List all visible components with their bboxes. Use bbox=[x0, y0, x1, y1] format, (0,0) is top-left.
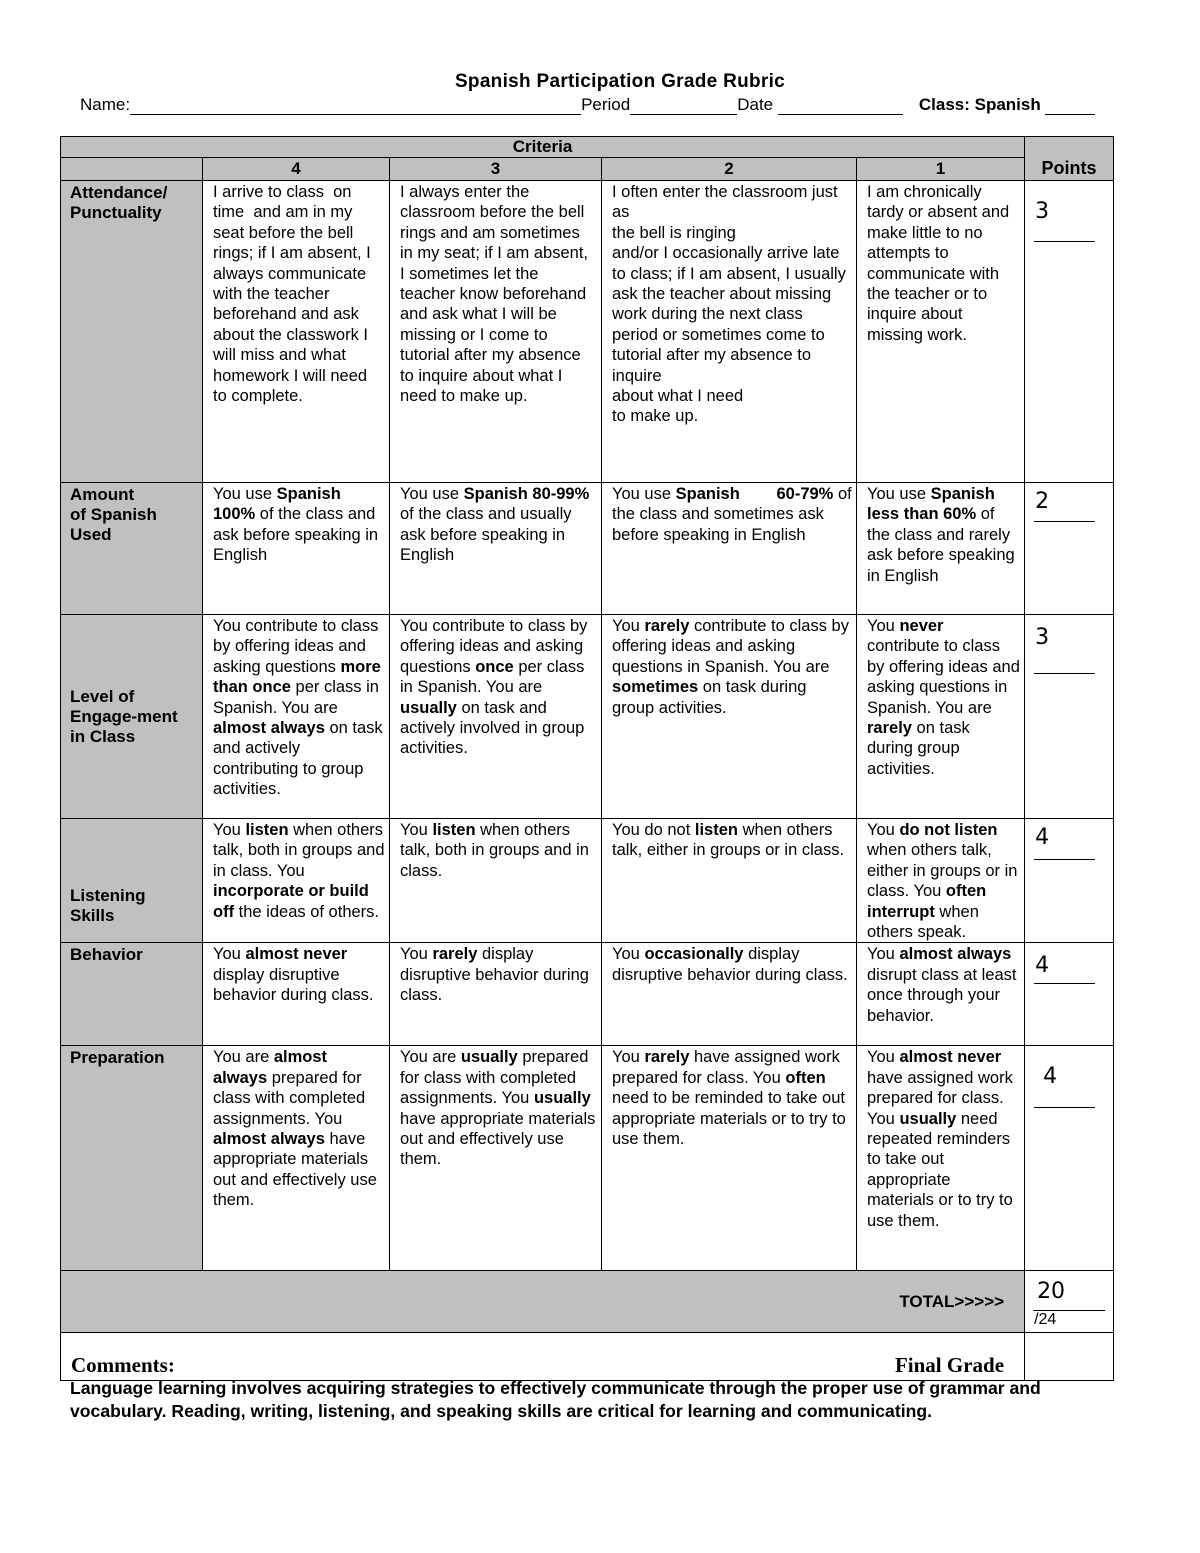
points-value: 4 bbox=[1035, 953, 1050, 979]
name-label: Name: bbox=[80, 95, 131, 114]
rubric-row-listening bbox=[61, 819, 1114, 943]
criteria-cell: You never contribute to class by offering ideas and asking questions in Spanish. You are rarely on task during group activities. bbox=[857, 615, 1025, 819]
criteria-cell: I arrive to class on time and am in my seat before the bell rings; if I am absent, I always communicate with the teacher beforehand and ask about the classwork I will miss and what homework I will need to complete. bbox=[203, 181, 390, 483]
row-label: Amount of Spanish Used bbox=[61, 483, 203, 615]
total-label: TOTAL>>>>> bbox=[61, 1271, 1025, 1333]
total-row bbox=[61, 1271, 1114, 1333]
score-column-header: 4 bbox=[203, 158, 390, 181]
criteria-cell: You do not listen when others talk, either in groups or in class. You often interrupt when others speak. bbox=[857, 819, 1025, 943]
row-label: Preparation bbox=[61, 1046, 203, 1271]
student-info-line bbox=[80, 95, 1120, 119]
points-header: Points bbox=[1025, 137, 1114, 181]
row-label: Level of Engage-ment in Class bbox=[61, 615, 203, 819]
total-out-of: /24 bbox=[1034, 1311, 1057, 1329]
criteria-cell: You contribute to class by offering ideas and asking questions more than once per class in Spanish. You are almost always on task and actively contributing to group activities. bbox=[203, 615, 390, 819]
rubric-row-spanish-used bbox=[61, 483, 1114, 615]
period-field[interactable] bbox=[630, 95, 737, 115]
points-value: 3 bbox=[1035, 199, 1050, 224]
criteria-cell: You contribute to class by offering ideas and asking questions once per class in Spanish. You are usually on task and actively involved in group activities. bbox=[390, 615, 602, 819]
date-field[interactable] bbox=[778, 95, 903, 115]
row-label: Listening Skills bbox=[61, 819, 203, 943]
final-grade-cell[interactable] bbox=[1025, 1333, 1114, 1381]
page-title: Spanish Participation Grade Rubric bbox=[454, 71, 786, 92]
name-field[interactable] bbox=[130, 95, 581, 115]
criteria-cell: You use Spanish less than 60% of the class and rarely ask before speaking in English bbox=[857, 483, 1025, 615]
points-value: 2 bbox=[1035, 489, 1050, 514]
comments-label: Comments: bbox=[71, 1353, 175, 1378]
criteria-header: Criteria bbox=[61, 137, 1025, 158]
criteria-cell: You listen when others talk, both in groups and in class. bbox=[390, 819, 602, 943]
criteria-cell: You use Spanish 60-79% of the class and sometimes ask before speaking in English bbox=[602, 483, 857, 615]
points-cell[interactable] bbox=[1025, 181, 1114, 483]
criteria-cell: You rarely have assigned work prepared for class. You often need to be reminded to take out appropriate materials or to try to use them. bbox=[602, 1046, 857, 1271]
points-cell[interactable] bbox=[1025, 819, 1114, 943]
criteria-cell: You do not listen when others talk, either in groups or in class. bbox=[602, 819, 857, 943]
points-cell[interactable] bbox=[1025, 615, 1114, 819]
criteria-cell: You listen when others talk, both in groups and in class. You incorporate or build off the ideas of others. bbox=[203, 819, 390, 943]
score-column-header: 3 bbox=[390, 158, 602, 181]
class-label: Class: Spanish bbox=[918, 95, 1041, 114]
rubric-row-preparation bbox=[61, 1046, 1114, 1271]
rubric-table bbox=[60, 136, 1114, 1381]
points-value: 3 bbox=[1035, 625, 1050, 650]
criteria-cell: I often enter the classroom just as the bell is ringing and/or I occasionally arrive late to class; if I am absent, I usually ask the teacher about missing work during the next class period or sometimes come to tutorial after my absence to inquire about what I need to make up. bbox=[602, 181, 857, 483]
criteria-cell: You almost always disrupt class at least once through your behavior. bbox=[857, 943, 1025, 1046]
final-grade-label: Final Grade bbox=[894, 1353, 1005, 1378]
points-cell[interactable] bbox=[1025, 483, 1114, 615]
criteria-cell: You rarely display disruptive behavior during class. bbox=[390, 943, 602, 1046]
criteria-cell: You occasionally display disruptive behavior during class. bbox=[602, 943, 857, 1046]
points-cell[interactable] bbox=[1025, 943, 1114, 1046]
blank-header-cell bbox=[61, 158, 203, 181]
criteria-cell: You rarely contribute to class by offering ideas and asking questions in Spanish. You are sometimes on task during group activities. bbox=[602, 615, 857, 819]
row-label: Behavior bbox=[61, 943, 203, 1046]
footer-note: Language learning involves acquiring strategies to effectively communicate through the proper use of grammar and vocabulary. Reading, writing, listening, and speaking skills are critical for learning and communicating. bbox=[70, 1378, 1041, 1421]
criteria-cell: You use Spanish 100% of the class and ask before speaking in English bbox=[203, 483, 390, 615]
criteria-cell: You almost never display disruptive behavior during class. bbox=[203, 943, 390, 1046]
comments-row bbox=[61, 1333, 1114, 1381]
rubric-row-attendance bbox=[61, 181, 1114, 483]
score-column-header: 1 bbox=[857, 158, 1025, 181]
criteria-cell: I am chronically tardy or absent and make little to no attempts to communicate with the teacher or to inquire about missing work. bbox=[857, 181, 1025, 483]
criteria-cell: You use Spanish 80-99% of the class and usually ask before speaking in English bbox=[390, 483, 602, 615]
date-label: Date bbox=[737, 95, 774, 114]
period-label: Period bbox=[581, 95, 631, 114]
total-cell[interactable] bbox=[1025, 1271, 1114, 1333]
rubric-row-behavior bbox=[61, 943, 1114, 1046]
criteria-cell: You are almost always prepared for class with completed assignments. You almost always have appropriate materials out and effectively use them. bbox=[203, 1046, 390, 1271]
points-value: 4 bbox=[1043, 1064, 1058, 1090]
score-column-header: 2 bbox=[602, 158, 857, 181]
criteria-cell: You are usually prepared for class with completed assignments. You usually have appropriate materials out and effectively use them. bbox=[390, 1046, 602, 1271]
class-field[interactable] bbox=[1045, 95, 1095, 115]
row-label: Attendance/ Punctuality bbox=[61, 181, 203, 483]
points-cell[interactable] bbox=[1025, 1046, 1114, 1271]
total-value: 20 bbox=[1037, 1279, 1066, 1305]
points-value: 4 bbox=[1035, 825, 1050, 850]
criteria-cell: You almost never have assigned work prepared for class. You usually need repeated reminders to take out appropriate materials or to try to use them. bbox=[857, 1046, 1025, 1271]
comments-cell[interactable] bbox=[61, 1333, 1025, 1381]
criteria-cell: I always enter the classroom before the bell rings and am sometimes in my seat; if I am absent, I sometimes let the teacher know beforehand and ask what I will be missing or I come to tutorial after my absence to inquire about what I need to make up. bbox=[390, 181, 602, 483]
rubric-row-engagement bbox=[61, 615, 1114, 819]
